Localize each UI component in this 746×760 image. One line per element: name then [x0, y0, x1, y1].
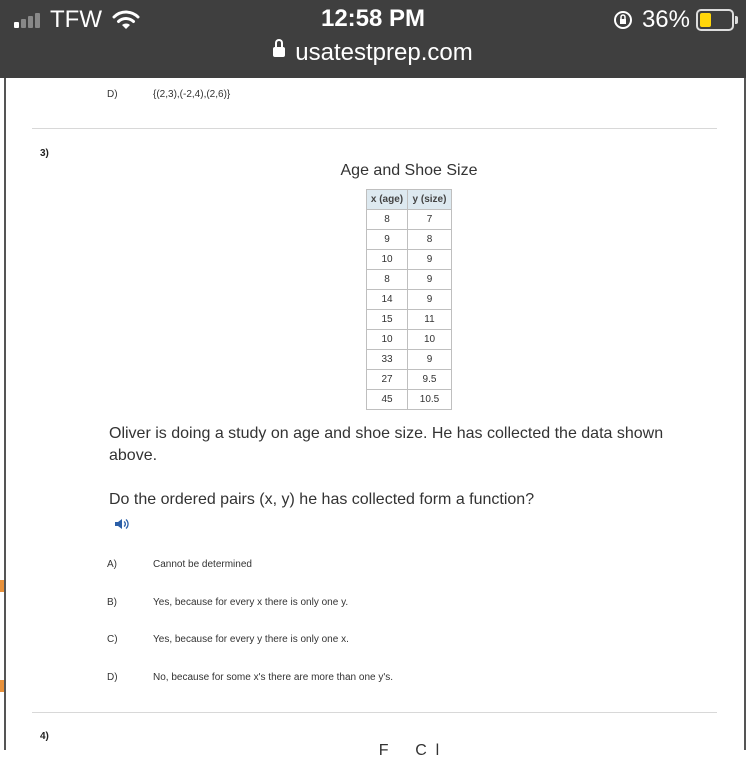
cell-age: 45	[367, 390, 408, 410]
table-row	[367, 250, 452, 270]
speaker-icon[interactable]	[114, 518, 130, 530]
page-content	[0, 78, 746, 759]
rotation-lock-icon	[612, 9, 634, 31]
cell-size: 9	[408, 270, 452, 290]
cell-size: 8	[408, 230, 452, 250]
choice-text-a[interactable]: Cannot be determined	[153, 559, 252, 570]
battery-icon	[696, 9, 734, 31]
battery-percent: 36%	[641, 6, 690, 33]
choice-letter-c[interactable]: C)	[107, 634, 118, 645]
cell-age: 27	[367, 370, 408, 390]
table-row	[367, 270, 452, 290]
table-row	[367, 330, 452, 350]
cell-age: 14	[367, 290, 408, 310]
prev-choice-text[interactable]: {(2,3),(-2,4),(2,6)}	[153, 89, 231, 100]
table-header-row	[367, 190, 452, 210]
right-status	[612, 6, 734, 34]
table-row	[367, 230, 452, 250]
table-row	[367, 390, 452, 410]
cell-size: 10.5	[408, 390, 452, 410]
question-number: 3)	[40, 148, 49, 159]
question-prompt: Do the ordered pairs (x, y) he has collected form a function?	[109, 491, 535, 508]
cell-age: 8	[367, 210, 408, 230]
cell-age: 15	[367, 310, 408, 330]
cell-age: 8	[367, 270, 408, 290]
edge-marker	[0, 680, 4, 692]
column-header: y (size)	[408, 190, 452, 210]
data-table	[366, 189, 452, 410]
choice-letter-a[interactable]: A)	[107, 559, 117, 570]
clock: 12:58 PM	[320, 5, 426, 32]
question-prompt: Oliver is doing a study on age and shoe size. He has collected the data shown above.	[109, 425, 664, 464]
cell-size: 9	[408, 250, 452, 270]
status-bar	[0, 0, 746, 78]
cell-age: 10	[367, 250, 408, 270]
table-row	[367, 350, 452, 370]
cell-size: 9.5	[408, 370, 452, 390]
cell-age: 10	[367, 330, 408, 350]
choice-text-d[interactable]: No, because for some x's there are more than one y's.	[153, 672, 394, 683]
table-row	[367, 210, 452, 230]
edge-marker	[0, 580, 4, 592]
address-bar[interactable]	[0, 39, 746, 67]
choice-letter-d[interactable]: D)	[107, 672, 118, 683]
prev-choice-letter[interactable]: D)	[107, 89, 118, 100]
lock-icon	[273, 47, 285, 57]
cell-size: 9	[408, 290, 452, 310]
partial-title: F C l	[378, 742, 440, 759]
cell-age: 9	[367, 230, 408, 250]
table-title: Age and Shoe Size	[340, 162, 478, 179]
cell-size: 11	[408, 310, 452, 330]
cell-age: 33	[367, 350, 408, 370]
carrier-name: TFW	[50, 6, 102, 33]
url-text: usatestprep.com	[295, 39, 473, 66]
divider	[32, 712, 717, 713]
divider	[32, 128, 717, 129]
choice-letter-b[interactable]: B)	[107, 597, 117, 608]
column-header: x (age)	[367, 190, 408, 210]
question-number: 4)	[40, 731, 49, 742]
table-row	[367, 290, 452, 310]
cell-size: 10	[408, 330, 452, 350]
cell-size: 7	[408, 210, 452, 230]
battery-fill	[700, 13, 711, 27]
table-row	[367, 310, 452, 330]
cell-size: 9	[408, 350, 452, 370]
choice-text-b[interactable]: Yes, because for every x there is only one y.	[153, 597, 349, 608]
choice-text-c[interactable]: Yes, because for every y there is only one x.	[153, 634, 349, 645]
table-row	[367, 370, 452, 390]
